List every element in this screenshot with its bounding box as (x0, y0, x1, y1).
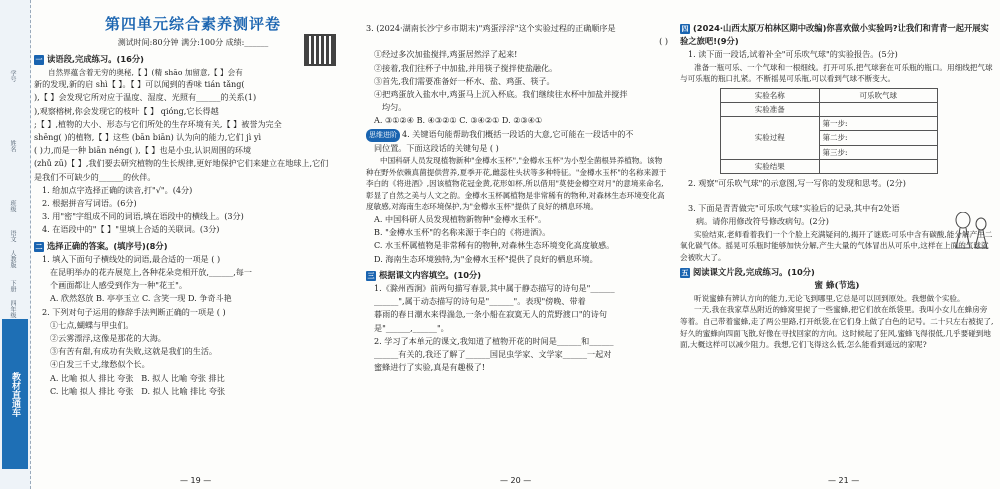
table-cell: 实验准备 (721, 103, 820, 117)
fill-line: 2. 学习了本单元的课文,我知道了植物开花的时间是______和______ (374, 335, 614, 346)
fill-line: 暮雨的春日潮水来得湍急,一条小船在寂寞无人的荒野渡口"的诗句 (374, 309, 607, 320)
page-21 (680, 4, 994, 351)
cola-balloon-illustration (950, 212, 990, 250)
question: 1. 填入下面句子横线处的词语,最合适的一项是 ( ) (42, 253, 221, 264)
question: 3. (2024·湖南长沙宁乡市期末)"鸡蛋浮浮"这个实验过程的正确顺序是 (366, 23, 616, 33)
step-cell[interactable]: 第一步: (819, 117, 938, 131)
question: 2. 根据拼音写词语。(6分) (42, 198, 137, 209)
binding-label: 班级 (9, 200, 16, 212)
question-item: ①七点,蝴蝶与甲虫们。 (50, 319, 134, 330)
question-text: 4. 关键语句能帮助我们概括一段话的大意,它可能在一段话中的不 (402, 128, 634, 139)
step-cell[interactable]: 第二步: (819, 131, 938, 145)
page-title: 第四单元综合素养测评卷 (104, 15, 281, 33)
passage-line: 是我们不可缺少的______的伙伴。 (34, 171, 156, 182)
answer-cell[interactable] (819, 159, 938, 173)
fill-line: ______",属于动态描写的诗句是"______"。表现"傍晚、带着 (374, 296, 586, 307)
binding-label: 姓名 (9, 140, 16, 152)
section-3-heading (366, 269, 668, 282)
section-number: 一 (35, 56, 43, 65)
thinking-badge: 思维进阶 (366, 129, 400, 142)
passage-line: ),观察榕树,你会发现它的枝叶【 】 qióng,它长得越 (34, 105, 219, 116)
section-title: 选择正确的答案。(填序号)(8分) (47, 240, 168, 251)
section-title: 阅读课文片段,完成练习。(10分) (693, 267, 815, 278)
section-title: 根据课文内容填空。(10分) (379, 269, 482, 280)
binding-label: 下册 (9, 280, 16, 292)
question (366, 128, 668, 142)
table-cell: 实验结果 (721, 159, 820, 173)
binding-label: 语文 (9, 230, 16, 242)
option: A. 中国科研人员发现植物新物种"金樽水玉杯"。 (374, 214, 547, 224)
question: 病。请你用修改符号修改病句。(2分) (696, 216, 829, 227)
fill-line: ______有关的,我还了解了______国昆虫学家、文学家______一起对 (374, 349, 612, 360)
answer-options (34, 385, 352, 398)
passage: 准备一瓶可乐、一个气球和一根细线。打开可乐,把气球套在可乐瓶的瓶口。用细线把气球与可乐瓶的瓶口扎紧。不断摇晃可乐瓶,可以看到气球不断变大。 (680, 62, 993, 84)
step-cell[interactable]: 第三步: (819, 145, 938, 159)
question: 1. 读下面一段话,试着补全"可乐吹气球"的实验报告。(5分) (688, 49, 898, 60)
answer-options: A. ③①②④ B. ④③②① C. ③④②① D. ②③④① (374, 115, 543, 126)
section-number: 二 (35, 242, 43, 251)
binding-label: 学号 (9, 70, 16, 82)
question-text: 个画面都让人感受到作为一种"花王"。 (50, 280, 187, 291)
section-5-heading (680, 266, 994, 279)
qr-code-icon[interactable] (304, 34, 336, 66)
question-text: 同位置。下面这段话的关键句是 ( ) (374, 142, 499, 153)
binding-label: 四年级 (9, 300, 16, 318)
question: 2. 下列对句子运用的修辞手法判断正确的一项是 ( ) (42, 306, 226, 317)
test-info: 测试时间:80分钟 满分:100分 成绩:______ (117, 38, 269, 48)
option: C. 比喻 拟人 排比 夸张 (50, 385, 134, 396)
story-title: 蜜 蜂(节选) (814, 280, 860, 291)
question: 1. 给加点字选择正确的读音,打"√"。(4分) (42, 184, 193, 195)
section-number: 四 (681, 25, 689, 33)
page-number: — 20 — (500, 476, 532, 485)
experiment-table (720, 88, 938, 174)
question-item: ④白发三千丈,缘愁似个长。 (50, 359, 150, 370)
passage: 中国科研人员发现植物新种"金樽水玉杯","金樽水玉杯"为小型全菌根异养植物。该物种在野外依赖真菌提供营养,夏季开花,雌蕊柱头状等多种特征。"金樽水玉杯"的名称来源于李白的《将进酒》,因该植物花冠金黄,花形如杯,所以借用"莫使金樽空对月"的意境来命名,彰显了自然之美与人文之韵。金樽水玉杯属植物是非常稀有的物种,对森林生态环境变化高度敏感,对海南生态环境保护,为"金樽水玉杯"提供了良好的栖息环境。 (366, 156, 667, 212)
answer-paren: ( ) (659, 36, 668, 47)
option: B. 拟人 比喻 夸张 排比 (141, 372, 225, 383)
answer-cell[interactable] (819, 103, 938, 117)
option: B. "金樽水玉杯"的名称来源于李白的《将进酒》。 (374, 227, 551, 238)
passage-line: shēng( )的植物,【 】这些 (bān biān) 认为向的能力,它们 jì yì (34, 132, 262, 143)
question: 2. 观察"可乐吹气球"的示意图,写一写你的发现和思考。(2分) (688, 178, 906, 189)
fill-line: 蜜蜂进行了实验,真是有趣极了! (374, 362, 486, 373)
story-paragraph: 一天,我在我家草丛附近的蜂窝里捉了一些蜜蜂,把它们放在纸袋里。我叫小女儿在蜂房旁等着。自己带着蜜蜂,走了两公里路,打开纸袋,在它们身上做了白色的记号。二十只左右被捉了,好久的蜜蜂向四面飞散,好像在寻找回家的方向。这时候起了狂风,蜜蜂飞得很低,几乎要碰到地面,大概这样可以减少阻力。我想,它们飞得这么低,怎么能看到遥远的家呢? (680, 305, 994, 350)
binding-label: 人教版 (9, 250, 16, 268)
brand-logo: 教材直通车 (2, 319, 28, 469)
answer-options (34, 372, 352, 385)
question-item: ②接着,我们往杯子中加盐,并用筷子搅拌使盐融化。 (374, 62, 558, 73)
page-number: — 19 — (180, 476, 212, 485)
fill-line: 是"______,______"。 (374, 322, 449, 333)
fill-line: 1.《滁州西涧》前两句描写春景,其中属于静态描写的诗句是"______ (374, 283, 615, 294)
page-number: — 21 — (828, 476, 860, 485)
question-item: ①经过多次加盐搅拌,鸡蛋居然浮了起来! (374, 49, 518, 60)
passage-line: (zhǔ zū)【 】,我们要去研究植物的生长规律,更好地保护它们来建立在地球上,它们 (34, 158, 329, 169)
table-header: 实验名称 (721, 88, 820, 102)
question-item: ④把鸡蛋放入盐水中,鸡蛋马上沉入杯底。我们继续往水杯中加盐并搅拌 (374, 89, 628, 100)
story-paragraph: 听说蜜蜂有辨认方向的能力,无论飞到哪里,它总是可以回到原处。我想做个实验。 (694, 293, 965, 303)
question: 3. 下面是青青做完"可乐吹气球"实验后的记录,其中有2处语 (688, 203, 900, 214)
section-number: 三 (367, 271, 375, 280)
section-title: 读语段,完成练习。(16分) (47, 54, 144, 65)
table-cell: 实验过程 (721, 117, 820, 160)
option: D. 拟人 比喻 排比 夸张 (141, 385, 226, 396)
question-text: 在昆明举办的花卉展览上,各种花朵竞相开放,______,每一 (50, 267, 252, 278)
answer-options: A. 欣然怒放 B. 亭亭玉立 C. 含笑一现 D. 争奇斗艳 (50, 293, 232, 304)
question-item: 均匀。 (382, 102, 407, 113)
option: A. 比喻 拟人 排比 夸张 (50, 372, 134, 383)
section-2-heading (34, 240, 352, 253)
table-header: 可乐吹气球 (819, 88, 938, 102)
passage-line: 新的发现,新的启 shì【 】。【 】可以闻到的香味 tián tǎng( (34, 79, 245, 90)
answer-line[interactable] (680, 190, 994, 202)
passage-line: ( )力,而是一种 biān néng( ),【 】也是小虫,认识周围的环境 (34, 145, 252, 156)
passage-line: ;【 】,植物的大小、形态与它们所处的生存环境有关,【 】被誉为完全 (34, 118, 282, 129)
option: C. 水玉杯属植物是非常稀有的物种,对森林生态环境变化高度敏感。 (374, 240, 615, 251)
question-item: ③有苦有甜,有成功有失败,这就是我们的生活。 (50, 346, 218, 357)
passage-line: 自然界蕴含着无穷的奥秘,【 】(精 shāo 加留意,【 】会有 (48, 67, 243, 77)
page-20 (366, 4, 668, 374)
question-item: ②云雾漂浮,这像是那花的大海。 (50, 333, 166, 344)
question: 4. 在语段中的"【 】"里填上合适的关联词。(3分) (42, 224, 220, 235)
binding-margin (0, 0, 31, 489)
passage: 实验结束,老师看着我们一个个脸上充满疑问的,揭开了谜底:可乐中含有碳酸,能分解产生二氧化碳气体。摇晃可乐瓶时能够加快分解,产生大量的气体冒出从可乐中,这样在上面的气球就会被吹大了。 (680, 229, 993, 262)
section-4-heading (680, 22, 994, 48)
page-19 (34, 4, 352, 398)
question: 3. 用"密"字组成不同的词语,填在语段中的横线上。(3分) (42, 211, 244, 222)
section-number: 五 (681, 269, 689, 278)
passage-line: ),【 】会发现它所对应于温度、湿度、光照有______的关系(1) (34, 92, 257, 103)
section-title: (2024·山西太原万柏林区期中改编)你喜欢做小实验吗?让我们和青青一起开展实验之旅吧!(9分) (680, 23, 989, 47)
option: D. 海南生态环境独特,为"金樽水玉杯"提供了良好的栖息环境。 (374, 253, 598, 264)
question-item: ③首先,我们需要准备好一杯水、盐、鸡蛋、筷子。 (374, 75, 555, 86)
